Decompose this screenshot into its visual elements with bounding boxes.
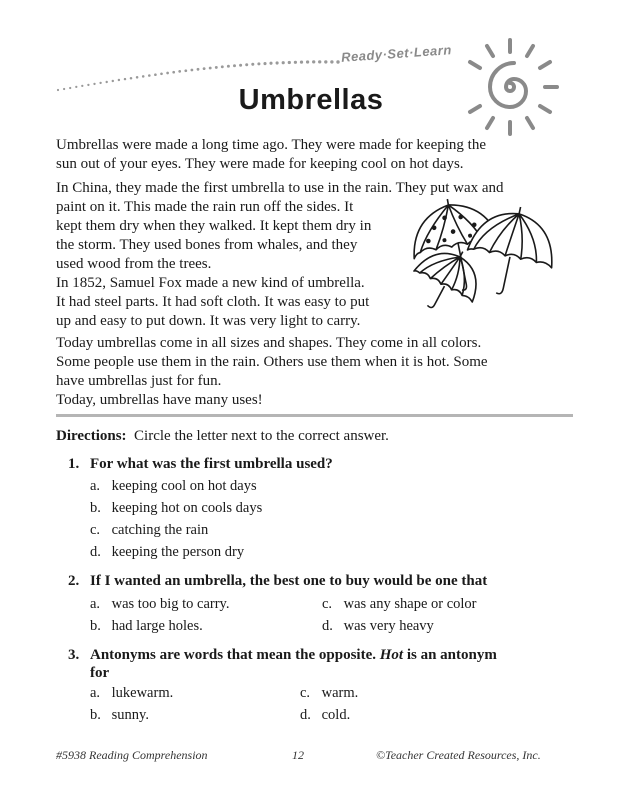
directions <box>56 428 389 445</box>
option-letter: d. <box>90 544 101 560</box>
option-text: was too big to carry. <box>111 596 230 612</box>
option-letter: a. <box>90 596 101 612</box>
decorative-dot <box>191 69 194 72</box>
decorative-dot <box>142 75 145 78</box>
decorative-dot <box>130 77 133 80</box>
decorative-dot <box>178 70 181 73</box>
answer-option[interactable] <box>90 596 229 613</box>
passage-line: the storm. They used bones from whales, and they <box>56 237 358 253</box>
passage-line: sun out of your eyes. They were made for keeping cool on hot days. <box>56 156 464 172</box>
question-text-part: Antonyms are words that mean the opposite. <box>90 647 380 663</box>
brand-logo-text: Ready·Set·Learn <box>340 42 453 65</box>
question-1 <box>68 455 568 475</box>
decorative-dot <box>263 62 266 65</box>
decorative-dot <box>118 79 120 81</box>
answer-option[interactable] <box>90 707 149 724</box>
option-letter: b. <box>90 618 101 634</box>
decorative-dot <box>282 61 285 64</box>
decorative-dot <box>239 64 242 67</box>
option-letter: d. <box>300 707 311 723</box>
option-letter: d. <box>322 618 333 634</box>
directions-label: Directions: <box>56 428 127 444</box>
option-text: was very heavy <box>343 618 434 634</box>
decorative-dot <box>300 60 303 63</box>
option-letter: b. <box>90 707 101 723</box>
question-3 <box>68 646 568 684</box>
option-text: cold. <box>321 707 351 723</box>
decorative-dot <box>324 60 327 63</box>
option-text: lukewarm. <box>111 685 174 701</box>
decorative-dot <box>197 68 200 71</box>
decorative-dot <box>203 67 206 70</box>
decorative-dot <box>288 61 291 64</box>
option-letter: c. <box>90 522 101 538</box>
decorative-dot <box>306 60 309 63</box>
option-text: sunny. <box>111 707 149 723</box>
decorative-dot <box>330 60 333 63</box>
footer-book-title: #5938 Reading Comprehension <box>56 748 208 762</box>
answer-option[interactable] <box>90 618 203 635</box>
decorative-dot <box>136 76 139 79</box>
page-title: Umbrellas <box>238 84 384 116</box>
option-text: catching the rain <box>111 522 209 538</box>
option-text: keeping hot on cools days <box>111 500 263 516</box>
decorative-dot <box>112 80 114 82</box>
passage-line: kept them dry when they walked. It kept them dry in <box>56 218 372 234</box>
answer-option[interactable] <box>90 478 257 495</box>
decorative-dot <box>269 62 272 65</box>
footer-page-number: 12 <box>292 748 304 762</box>
answer-option[interactable] <box>90 685 173 702</box>
option-text: was any shape or color <box>343 596 477 612</box>
decorative-dot <box>209 67 212 70</box>
passage-line: Umbrellas were made a long time ago. They were made for keeping the <box>56 137 486 153</box>
answer-option[interactable] <box>90 544 244 561</box>
passage-line: In China, they made the first umbrella to use in the rain. They put wax and <box>56 180 504 196</box>
question-italic-word: Hot <box>379 647 404 663</box>
option-letter: a. <box>90 478 101 494</box>
decorative-dot <box>276 61 279 64</box>
decorative-dot <box>245 63 248 66</box>
answer-option[interactable] <box>90 522 208 539</box>
passage-paragraph-5 <box>56 391 263 410</box>
question-2 <box>68 572 568 592</box>
passage-paragraph-4 <box>56 334 488 391</box>
option-text: had large holes. <box>111 618 203 634</box>
decorative-dot <box>312 60 315 63</box>
decorative-dot <box>318 60 321 63</box>
option-letter: a. <box>90 685 101 701</box>
section-divider <box>56 414 573 417</box>
decorative-dot <box>257 62 260 65</box>
option-letter: c. <box>300 685 311 701</box>
question-text: If I wanted an umbrella, the best one to buy would be one that <box>90 573 488 589</box>
option-text: keeping the person dry <box>111 544 245 560</box>
passage-line: Today umbrellas come in all sizes and shapes. They come in all colors. <box>56 335 482 351</box>
decorative-dot <box>294 61 297 64</box>
decorative-dot <box>227 65 230 68</box>
answer-option[interactable] <box>300 685 358 702</box>
option-text: warm. <box>321 685 359 701</box>
decorative-dot <box>148 74 151 77</box>
decorative-dot <box>166 72 169 75</box>
option-text: keeping cool on hot days <box>111 478 257 494</box>
passage-line: Some people use them in the rain. Others use them when it is hot. Some <box>56 354 488 370</box>
question-text <box>90 646 497 682</box>
question-text-part: for <box>90 665 110 681</box>
decorative-dot <box>184 69 187 72</box>
answer-option[interactable] <box>322 596 477 613</box>
umbrellas-illustration <box>406 197 556 312</box>
decorative-dot <box>215 66 218 69</box>
decorative-dot <box>336 60 339 63</box>
question-text: For what was the first umbrella used? <box>90 456 333 472</box>
question-text-part: is an antonym <box>403 647 497 663</box>
decorative-dot <box>233 64 236 67</box>
passage-paragraph-1 <box>56 136 486 174</box>
passage-line: up and easy to put down. It was very light to carry. <box>56 313 361 329</box>
passage-line: It had steel parts. It had soft cloth. It was easy to put <box>56 294 370 310</box>
question-number: 3. <box>68 647 80 663</box>
decorative-dot <box>124 78 126 80</box>
passage-line: In 1852, Samuel Fox made a new kind of umbrella. <box>56 275 365 291</box>
footer-copyright: ©Teacher Created Resources, Inc. <box>376 748 541 762</box>
option-letter: b. <box>90 500 101 516</box>
passage-line: Today, umbrellas have many uses! <box>56 392 263 408</box>
answer-option[interactable] <box>322 618 434 635</box>
decorative-dot <box>154 73 157 76</box>
decorative-dot <box>106 81 108 83</box>
option-letter: c. <box>322 596 333 612</box>
answer-option[interactable] <box>300 707 350 724</box>
decorative-dot <box>160 72 163 75</box>
decorative-dot <box>221 65 224 68</box>
decorative-dot <box>172 71 175 74</box>
passage-line: used wood from the trees. <box>56 256 212 272</box>
question-number: 1. <box>68 456 80 472</box>
passage-line: paint on it. This made the rain run off the sides. It <box>56 199 354 215</box>
decorative-dot <box>251 63 254 66</box>
passage-line: have umbrellas just for fun. <box>56 373 222 389</box>
answer-option[interactable] <box>90 500 262 517</box>
directions-text: Circle the letter next to the correct answer. <box>134 428 389 444</box>
passage-paragraph-3 <box>56 274 369 331</box>
question-number: 2. <box>68 573 80 589</box>
